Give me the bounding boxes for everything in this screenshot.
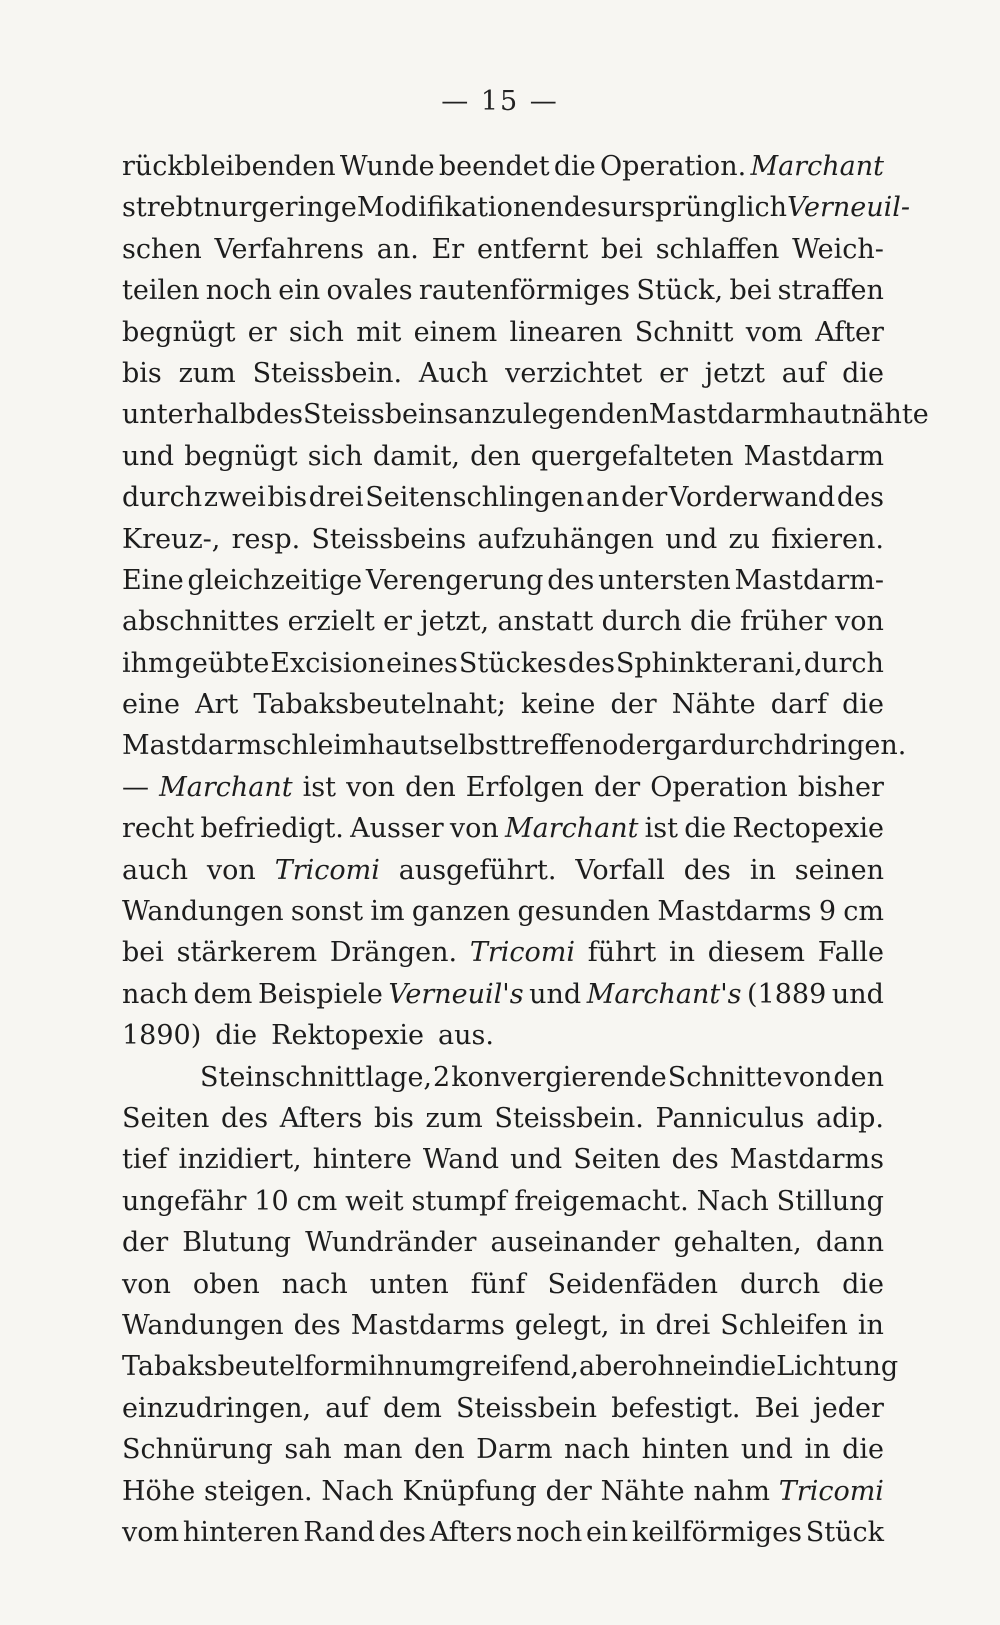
word: Schnürung xyxy=(122,1434,273,1466)
word: unterhalb xyxy=(122,399,256,431)
word: schlaffen xyxy=(655,233,780,265)
word: Mastdarmschleimhaut xyxy=(122,730,430,762)
text-line xyxy=(122,932,884,973)
word: cm xyxy=(296,1185,338,1217)
word: noch xyxy=(516,1516,583,1548)
word: die xyxy=(734,1351,777,1383)
word: von xyxy=(449,813,499,845)
word: Bei xyxy=(754,1392,800,1424)
word: vom xyxy=(122,1516,180,1548)
word: in xyxy=(668,937,695,969)
word: und xyxy=(529,978,582,1010)
word: Afters xyxy=(279,1102,363,1134)
word: (1889 xyxy=(747,978,827,1010)
text-line xyxy=(122,1098,884,1139)
word: durch xyxy=(803,647,884,679)
word: After xyxy=(815,316,884,348)
word: anzulegenden xyxy=(457,399,649,431)
word: des xyxy=(220,1102,269,1134)
word: dem xyxy=(382,1392,442,1424)
word: an xyxy=(585,482,620,514)
word: konvergierende xyxy=(451,1061,667,1093)
word: straffen xyxy=(777,275,884,307)
word: Panniculus xyxy=(655,1102,805,1134)
word: den xyxy=(833,1061,884,1093)
word: der xyxy=(545,1475,592,1507)
word: des xyxy=(563,192,611,224)
word: abschnittes xyxy=(122,606,280,638)
word: durch xyxy=(601,606,682,638)
word: Schnitte xyxy=(667,1061,783,1093)
word: ist xyxy=(644,813,679,845)
word: begnügt xyxy=(184,440,298,472)
word: sonst xyxy=(290,896,364,928)
italic-name: Marchant xyxy=(750,151,884,182)
word: zu xyxy=(728,523,761,555)
word: gleichzeitige xyxy=(187,564,363,596)
word: Steissbein. xyxy=(494,1102,644,1134)
word: bisher xyxy=(797,771,884,803)
word: inzidiert, xyxy=(178,1144,302,1176)
word: jetzt, xyxy=(420,606,490,638)
word: aber xyxy=(578,1351,642,1383)
word: ihn xyxy=(368,1351,412,1383)
word: ausgeführt. xyxy=(398,854,557,886)
word: und xyxy=(122,440,175,472)
word: weit xyxy=(345,1185,404,1217)
word: Wunde xyxy=(339,151,435,182)
word: die xyxy=(689,606,732,638)
word: Stück, xyxy=(636,275,724,307)
text-line xyxy=(122,1429,884,1470)
word: drei xyxy=(308,482,364,514)
text-line xyxy=(122,725,907,766)
word: keine xyxy=(521,689,596,721)
word: auseinander xyxy=(490,1227,660,1259)
word: die xyxy=(684,813,727,845)
word: und xyxy=(665,523,718,555)
word: zwei xyxy=(203,482,266,514)
word: keilförmiges xyxy=(631,1516,802,1548)
word: bei xyxy=(601,233,643,265)
word: die xyxy=(842,357,884,389)
word: bis xyxy=(122,357,162,389)
word: recht xyxy=(122,813,195,845)
text-line xyxy=(122,1057,884,1098)
text-line xyxy=(122,684,884,725)
text-line xyxy=(122,187,911,228)
word: hinteren xyxy=(182,1516,300,1548)
word: Auch xyxy=(418,357,489,389)
word: durch xyxy=(122,482,203,514)
word: fixieren. xyxy=(771,523,884,555)
word: linearen xyxy=(509,316,623,348)
word: Beispiele xyxy=(257,978,383,1010)
text-line xyxy=(122,560,884,601)
word: gehalten, xyxy=(673,1227,802,1259)
word: schen xyxy=(122,233,202,265)
word: Steissbeins xyxy=(303,399,458,431)
word: geringe xyxy=(251,192,357,224)
word: nahm xyxy=(693,1475,770,1507)
word: Er xyxy=(431,233,465,265)
text-line xyxy=(122,601,884,642)
word: Sphinkter xyxy=(615,647,752,679)
text-line xyxy=(122,1222,884,1263)
word: ovales xyxy=(326,275,413,307)
word: er xyxy=(383,606,412,638)
word: Seiten xyxy=(573,1144,661,1176)
word: ein xyxy=(586,1516,629,1548)
word: darf xyxy=(770,689,828,721)
text-line xyxy=(122,1264,884,1305)
word: treffen xyxy=(509,730,603,762)
word: oder xyxy=(602,730,665,762)
word: Tabaksbeutelnaht; xyxy=(253,689,506,721)
word: Seidenfäden xyxy=(547,1268,719,1300)
word: Modifikationen xyxy=(356,192,564,224)
italic-name: Verneuil- xyxy=(787,192,911,224)
word: Steissbein xyxy=(456,1392,598,1424)
word: Rand xyxy=(303,1516,375,1548)
word: diesem xyxy=(707,937,806,969)
word: bei xyxy=(122,937,164,969)
text-line xyxy=(122,1305,884,1346)
word: Nähte xyxy=(671,689,756,721)
word: den xyxy=(405,771,456,803)
word: ist xyxy=(302,771,336,803)
word: nach xyxy=(564,1434,631,1466)
word: Höhe xyxy=(122,1475,196,1507)
word: ganzen xyxy=(411,896,511,928)
word: auf xyxy=(781,357,826,389)
word: des xyxy=(378,1516,426,1548)
word: und xyxy=(510,1144,563,1176)
text-line xyxy=(122,1139,884,1180)
text-line xyxy=(122,353,884,394)
word: bis xyxy=(374,1102,414,1134)
word: von xyxy=(122,1268,171,1300)
word: mit xyxy=(356,316,402,348)
text-line xyxy=(122,643,884,684)
word: er xyxy=(659,357,688,389)
word: tief xyxy=(122,1144,168,1176)
italic-name: Tricomi xyxy=(778,1475,884,1507)
text-line xyxy=(122,891,884,932)
text-line xyxy=(122,146,884,187)
word: der xyxy=(621,482,668,514)
word: der xyxy=(610,689,657,721)
word: Knüpfung xyxy=(402,1475,537,1507)
word: unten xyxy=(369,1268,449,1300)
word: Ausser xyxy=(350,813,444,845)
word: noch xyxy=(205,275,272,307)
word: bei xyxy=(729,275,772,307)
word: Drängen. xyxy=(329,937,458,969)
word: ursprünglich xyxy=(610,192,787,224)
text-line xyxy=(122,1388,884,1429)
word: steigen. xyxy=(204,1475,313,1507)
word: Mastdarmhautnähte xyxy=(648,399,929,431)
text-line xyxy=(122,394,929,435)
word: quergefalteten xyxy=(530,440,734,472)
word: Stillung xyxy=(776,1185,884,1217)
word: stärkerem xyxy=(176,937,318,969)
word: befriedigt. xyxy=(200,813,344,845)
text-line xyxy=(122,312,884,353)
page-number: — 15 — xyxy=(441,86,559,117)
word: stumpf xyxy=(411,1185,507,1217)
word: nach xyxy=(281,1268,348,1300)
word: und xyxy=(740,1434,793,1466)
word: rautenförmiges xyxy=(418,275,631,307)
word: Lichtung xyxy=(776,1351,899,1383)
word: drei xyxy=(655,1309,711,1341)
text-line xyxy=(122,1181,884,1222)
word: und xyxy=(831,978,884,1010)
word: Verengerung xyxy=(365,564,544,596)
word: führt xyxy=(587,937,657,969)
text-line xyxy=(122,1346,899,1387)
word: Mastdarms xyxy=(350,1309,505,1341)
word: Nähte xyxy=(600,1475,685,1507)
word: auch xyxy=(122,854,188,886)
body-text xyxy=(122,146,929,1553)
word: den xyxy=(413,1434,465,1466)
word: im xyxy=(370,896,405,928)
text-line xyxy=(122,519,884,560)
word: Tabaksbeutelform xyxy=(122,1351,369,1383)
word: Operation xyxy=(650,771,788,803)
word: eine xyxy=(122,689,180,721)
word: beendet xyxy=(438,151,550,182)
word: Rectopexie xyxy=(732,813,884,845)
word: Steissbeins xyxy=(311,523,467,555)
word: entfernt xyxy=(476,233,589,265)
text-line xyxy=(122,1512,884,1553)
text-line xyxy=(122,477,884,518)
word: Weich- xyxy=(792,233,884,265)
word: Darm xyxy=(476,1434,553,1466)
italic-name: Marchant xyxy=(159,771,293,803)
word: 9 xyxy=(818,896,836,928)
word: des xyxy=(547,564,595,596)
word: Steinschnittlage, xyxy=(200,1061,433,1093)
word: sich xyxy=(307,440,363,472)
word: sah xyxy=(284,1434,332,1466)
word: geübte xyxy=(174,647,270,679)
word: begnügt xyxy=(122,316,236,348)
word: hinten xyxy=(641,1434,730,1466)
word: man xyxy=(343,1434,403,1466)
paragraph xyxy=(122,1057,899,1554)
word: Nach xyxy=(696,1185,769,1217)
word: umgreifend, xyxy=(411,1351,579,1383)
word: ungefähr xyxy=(122,1185,247,1217)
word: zum xyxy=(178,357,236,389)
word: — xyxy=(122,771,149,803)
italic-name: Verneuil's xyxy=(388,978,524,1010)
word: die xyxy=(842,1434,884,1466)
italic-name: Marchant xyxy=(504,813,639,845)
word: anstatt xyxy=(497,606,594,638)
word: in xyxy=(749,854,776,886)
word: Wandungen xyxy=(122,896,284,928)
word: des xyxy=(836,482,884,514)
word: einem xyxy=(413,316,498,348)
word: Stück xyxy=(805,1516,884,1548)
text-line xyxy=(122,436,884,477)
italic-name: Tricomi xyxy=(274,854,380,886)
text-line xyxy=(122,767,884,808)
word: des xyxy=(255,399,304,431)
word: von xyxy=(834,606,884,638)
word: Schleifen xyxy=(720,1309,848,1341)
word: in xyxy=(857,1309,884,1341)
word: Eine xyxy=(122,564,184,596)
word: Excision xyxy=(270,647,386,679)
word: befestigt. xyxy=(611,1392,741,1424)
text-line xyxy=(122,270,884,311)
word: freigemacht. xyxy=(514,1185,689,1217)
word: Verfahrens xyxy=(214,233,364,265)
word: nach xyxy=(122,978,188,1010)
word: in xyxy=(708,1351,735,1383)
word: ani, xyxy=(752,647,803,679)
word: der xyxy=(594,771,641,803)
word: erzielt xyxy=(287,606,375,638)
word: den xyxy=(470,440,521,472)
word: seinen xyxy=(794,854,884,886)
word: 2 xyxy=(433,1061,451,1093)
word: strebt xyxy=(122,192,204,224)
word: des xyxy=(567,647,615,679)
word: bis xyxy=(267,482,308,514)
word: des xyxy=(293,1309,341,1341)
word: einzudringen, xyxy=(122,1392,312,1424)
word: dann xyxy=(815,1227,884,1259)
word: in xyxy=(804,1434,831,1466)
word: teilen xyxy=(122,275,200,307)
word: aufzuhängen xyxy=(477,523,655,555)
word: jeder xyxy=(813,1392,884,1424)
word: ohne xyxy=(641,1351,709,1383)
word: jetzt xyxy=(704,357,766,389)
word: 10 xyxy=(254,1185,289,1217)
word: Nach xyxy=(321,1475,394,1507)
word: des xyxy=(683,854,731,886)
word: ihm xyxy=(122,647,174,679)
word: Stückes xyxy=(458,647,567,679)
word: fünf xyxy=(470,1268,526,1300)
word: Seiten xyxy=(122,1102,210,1134)
word: von xyxy=(346,771,395,803)
text-line xyxy=(122,850,884,891)
word: hintere xyxy=(312,1144,412,1176)
word: Schnitt xyxy=(634,316,734,348)
word: die xyxy=(842,1268,884,1300)
word: Rektopexie xyxy=(271,1020,425,1052)
word: Steissbein. xyxy=(252,357,403,389)
word: Kreuz-, xyxy=(122,523,221,555)
word: Wandungen xyxy=(122,1309,284,1341)
word: Vorderwand xyxy=(668,482,836,514)
word: rückbleibenden xyxy=(122,151,336,182)
word: Falle xyxy=(817,937,884,969)
word: Art xyxy=(195,689,239,721)
word: cm xyxy=(843,896,884,928)
word: der xyxy=(122,1227,169,1259)
word: die xyxy=(215,1020,258,1052)
word: früher xyxy=(740,606,827,638)
word: von xyxy=(206,854,256,886)
word: durch xyxy=(740,1268,821,1300)
word: selbst xyxy=(429,730,510,762)
word: des xyxy=(671,1144,719,1176)
text-line xyxy=(122,1471,884,1512)
word: 1890) xyxy=(122,1020,202,1052)
word: von xyxy=(783,1061,833,1093)
word: resp. xyxy=(231,523,301,555)
word: zum xyxy=(425,1102,483,1134)
word: Mastdarm xyxy=(743,440,884,472)
word: Wand xyxy=(422,1144,500,1176)
word: Blutung xyxy=(182,1227,292,1259)
word: oben xyxy=(192,1268,260,1300)
word: Mastdarms xyxy=(729,1144,884,1176)
word: gelegt, xyxy=(514,1309,610,1341)
word: Mastdarms xyxy=(657,896,812,928)
word: gar xyxy=(664,730,711,762)
word: ein xyxy=(278,275,321,307)
text-line xyxy=(122,1015,884,1056)
word: auf xyxy=(325,1392,369,1424)
paragraph xyxy=(122,146,929,1057)
text-line xyxy=(122,808,884,849)
word: er xyxy=(247,316,277,348)
word: Wundränder xyxy=(305,1227,477,1259)
word: damit, xyxy=(372,440,460,472)
word: Afters xyxy=(429,1516,513,1548)
word: dem xyxy=(193,978,253,1010)
word: eines xyxy=(386,647,458,679)
word: Vorfall xyxy=(575,854,665,886)
word: die xyxy=(553,151,596,182)
word: adip. xyxy=(816,1102,884,1134)
word: gesunden xyxy=(517,896,651,928)
italic-name: Tricomi xyxy=(469,937,576,969)
text-line xyxy=(122,974,884,1015)
word: Operation. xyxy=(600,151,747,182)
word: nur xyxy=(203,192,252,224)
text-line xyxy=(122,229,884,270)
word: in xyxy=(619,1309,646,1341)
word: durchdringen. xyxy=(710,730,907,762)
word: aus. xyxy=(438,1020,494,1052)
word: an. xyxy=(376,233,419,265)
word: Erfolgen xyxy=(465,771,584,803)
italic-name: Marchant's xyxy=(586,978,742,1010)
word: sich xyxy=(288,316,344,348)
word: Seitenschlingen xyxy=(365,482,585,514)
word: untersten xyxy=(598,564,731,596)
word: vom xyxy=(745,316,803,348)
word: verzichtet xyxy=(505,357,643,389)
word: die xyxy=(842,689,884,721)
word: Mastdarm- xyxy=(734,564,884,596)
